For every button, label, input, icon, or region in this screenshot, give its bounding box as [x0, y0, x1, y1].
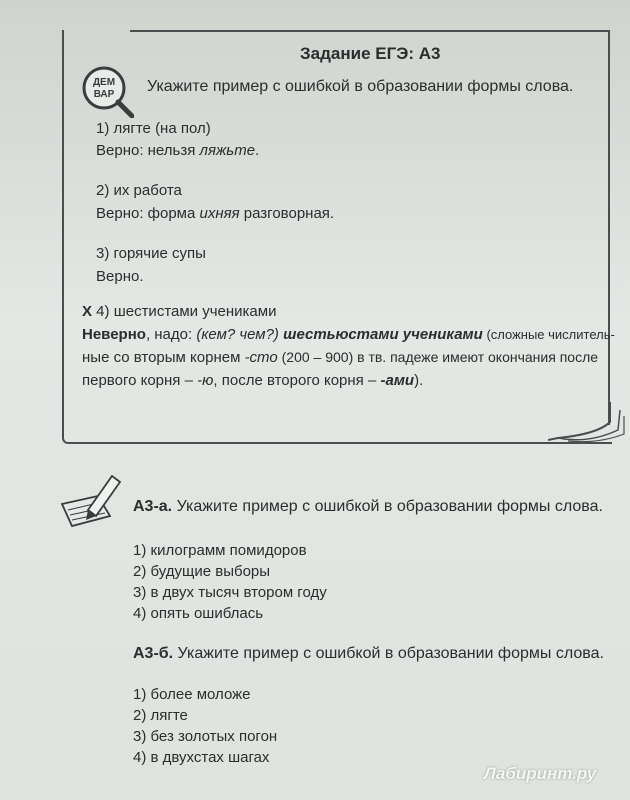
exercise-b-question: А3-б. Укажите пример с ошибкой в образовании формы слова.	[133, 645, 604, 662]
demo-version-badge-icon	[78, 62, 134, 118]
exercise-a-item-2: 2) будущие выборы	[133, 563, 271, 580]
option-1-comment: Верно: нельзя ляжьте.	[96, 142, 260, 159]
exercise-a-item-1: 1) килограмм помидоров	[133, 542, 307, 559]
exercise-b-item-4: 4) в двухстах шагах	[133, 749, 270, 766]
task-question: Укажите пример с ошибкой в образовании формы слова.	[147, 78, 574, 95]
exercise-a-item-4: 4) опять ошиблась	[133, 605, 264, 622]
explanation-line-3: первого корня – -ю, после второго корня – -ами).	[82, 372, 424, 389]
explanation-line-2: ные со вторым корнем -сто (200 – 900) в тв. падеже имеют окончания после	[82, 349, 599, 366]
exercise-a-question: А3-а. Укажите пример с ошибкой в образовании формы слова.	[133, 498, 603, 515]
page-curl-icon	[548, 400, 628, 445]
task-frame-right	[608, 30, 610, 425]
exercise-b-item-1: 1) более моложе	[133, 686, 251, 703]
badge-text-bottom: ВАР	[93, 89, 115, 100]
answer-option-4: Х 4) шестистами учениками	[82, 303, 277, 320]
pencil-exercise-icon	[58, 470, 124, 532]
option-2-comment: Верно: форма ихняя разговорная.	[96, 205, 335, 222]
option-3-text: 3) горячие супы	[96, 245, 206, 262]
badge-text-top: ДЕМ	[92, 77, 116, 88]
task-frame-top	[130, 30, 610, 32]
task-title: Задание ЕГЭ: А3	[300, 44, 441, 63]
explanation-line-1: Неверно, надо: (кем? чем?) шестьюстами учениками (сложные числитель-	[82, 326, 615, 343]
watermark-logo: Лабиринт.ру	[484, 764, 597, 783]
option-3-comment: Верно.	[96, 268, 144, 285]
exercise-a-item-3: 3) в двух тысяч втором году	[133, 584, 327, 601]
option-2-text: 2) их работа	[96, 182, 182, 199]
exercise-b-item-2: 2) лягте	[133, 707, 188, 724]
exercise-b-item-3: 3) без золотых погон	[133, 728, 278, 745]
option-1-text: 1) лягте (на пол)	[96, 120, 211, 137]
